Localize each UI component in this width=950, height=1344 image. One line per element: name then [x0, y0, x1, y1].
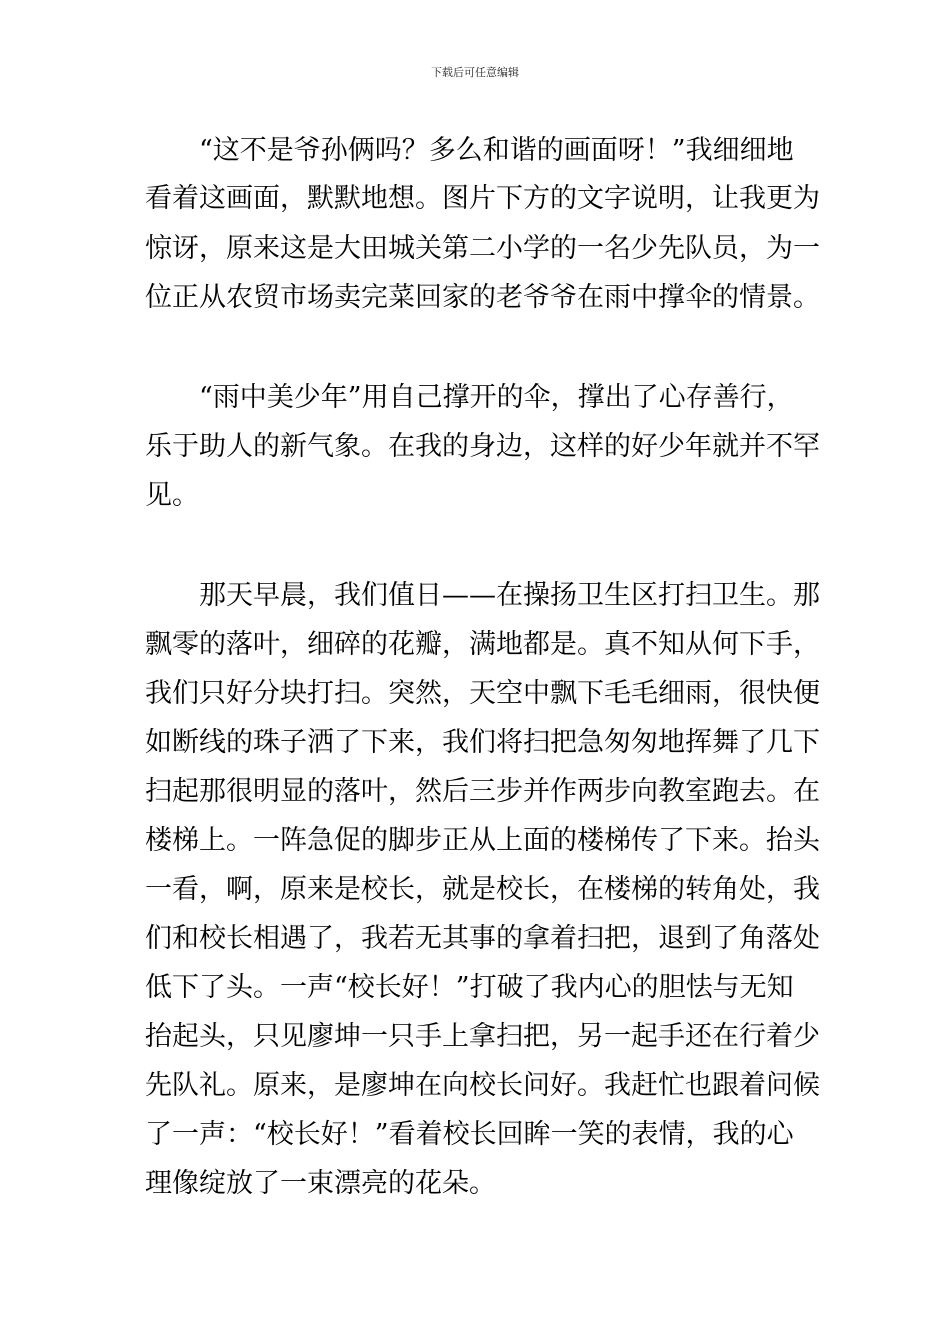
paragraph-line: 看着这画面，默默地想。图片下方的文字说明，让我更为: [145, 183, 820, 214]
paragraph-line: 抬起头，只见廖坤一只手上拿扫把，另一起手还在行着少: [145, 1021, 820, 1052]
paragraph-line: 扫起那很明显的落叶，然后三步并作两步向教室跑去。在: [145, 776, 820, 807]
page-header: 下载后可任意编辑: [431, 66, 519, 79]
paragraph-line: 低下了头。一声“校长好！”打破了我内心的胆怯与无知: [145, 972, 794, 1003]
paragraph-line: 如断线的珠子洒了下来，我们将扫把急匆匆地挥舞了几下: [145, 727, 820, 758]
paragraph-line: 惊讶，原来这是大田城关第二小学的一名少先队员，为一: [145, 233, 820, 264]
paragraph-line: 见。: [145, 480, 199, 511]
paragraph-line: 那天早晨，我们值日——在操扬卫生区打扫卫生。那: [199, 580, 820, 611]
paragraph-line: “这不是爷孙俩吗？多么和谐的画面呀！”我细细地: [199, 135, 794, 166]
paragraph-line: 我们只好分块打扫。突然，天空中飘下毛毛细雨，很快便: [145, 678, 820, 709]
paragraph-line: 飘零的落叶，细碎的花瓣，满地都是。真不知从何下手，: [145, 629, 820, 660]
paragraph-line: 楼梯上。一阵急促的脚步正从上面的楼梯传了下来。抬头: [145, 825, 820, 856]
paragraph-line: “雨中美少年”用自己撑开的伞，撑出了心存善行，: [199, 382, 794, 413]
paragraph-line: 一看，啊，原来是校长，就是校长，在楼梯的转角处，我: [145, 874, 820, 905]
paragraph-line: 们和校长相遇了，我若无其事的拿着扫把，退到了角落处: [145, 923, 820, 954]
paragraph-line: 了一声：“校长好！”看着校长回眸一笑的表情，我的心: [145, 1119, 794, 1150]
paragraph-line: 先队礼。原来，是廖坤在向校长问好。我赶忙也跟着问候: [145, 1070, 820, 1101]
paragraph-line: 理像绽放了一束漂亮的花朵。: [145, 1168, 496, 1199]
paragraph-line: 乐于助人的新气象。在我的身边，这样的好少年就并不罕: [145, 431, 820, 462]
paragraph-line: 位正从农贸市场卖完菜回家的老爷爷在雨中撑伞的情景。: [145, 282, 820, 313]
